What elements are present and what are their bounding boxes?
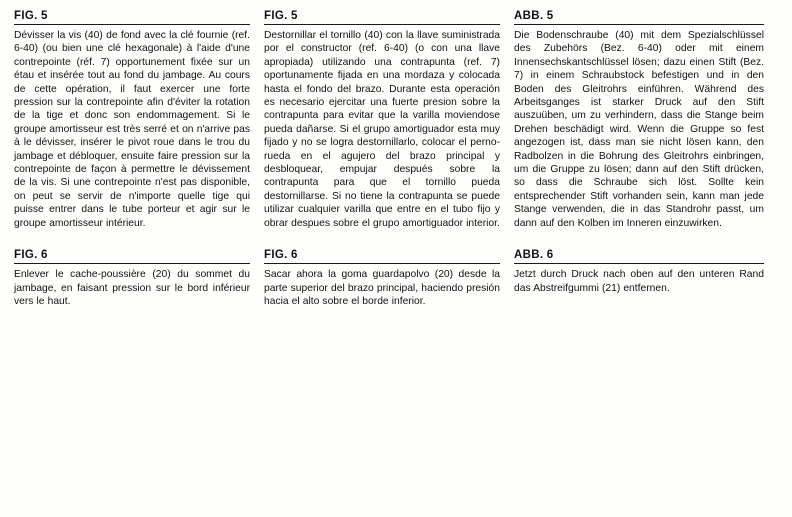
heading-divider: [264, 24, 500, 25]
figure-heading: ABB. 5: [514, 10, 554, 22]
figure-body-text: Destornillar el tornillo (40) con la llave suministrada por el constructor (ref. 6-40) (o con una llave apropiada) utilizando una contrapunta (ref. 7) oportunamente fijada en una mordaza y colocada hasta el fondo del brazo. Durante esta operación es necesario ejercitar una fuerte presion sobre la contrapunta para evitar que la varilla moviendose pueda dañarse. Si el grupo amortiguador esta muy fijado y no se logra destornillarlo, colocar el perno-rueda en el agujero del brazo principal y desbloquear, empujar después sobre la contrapunta para que el tornillo pueda destornillarse. Si no tiene la contrapunta se puede utilizar cualquier varilla que entre en el tubo fijo y obrar despues sobre el grupo amortiguador interior.: [264, 30, 500, 229]
heading-divider: [514, 24, 764, 25]
column-german: [514, 10, 764, 295]
figure-heading: ABB. 6: [514, 249, 554, 262]
heading-divider: [264, 263, 500, 264]
figure-block-abb5-de: [514, 10, 764, 230]
figure-heading: FIG. 6: [264, 249, 298, 262]
figure-heading: FIG. 5: [14, 10, 48, 22]
figure-block-fig5-fr: [14, 10, 250, 230]
figure-body-text: Sacar ahora la goma guardapolvo (20) desde la parte superior del brazo principal, haciendo presión hacia el alto sobre el borde inferior.: [264, 269, 500, 307]
column-french: [14, 10, 264, 308]
block-spacer: [264, 230, 500, 249]
heading-divider: [14, 24, 250, 25]
column-spanish: [264, 10, 514, 308]
block-spacer: [514, 230, 764, 249]
figure-body-text: Enlever le cache-poussière (20) du sommet du jambage, en faisant pression sur le bord inférieur vers le haut.: [14, 269, 250, 307]
figure-block-fig5-es: [264, 10, 500, 230]
figure-block-abb6-de: [514, 249, 764, 295]
page-bottom-margin: [14, 308, 778, 458]
figure-body-text: Die Bodenschraube (40) mit dem Spezialschlüssel des Zubehörs (Bez. 6-40) oder mit einem Innensechskantschlüssel lösen; dazu einen Stift (Bez. 7) in einem Schraubstock befestigen und in den Boden des Gleitrohrs einführen. Während des Arbeitsganges ist starker Druck auf den Stift auszuüben, um zu verhindern, dass die Stange beim Drehen beschädigt wird. Wenn die Gruppe so fest angezogen ist, dass man sie nicht lösen kann, den Radbolzen in die Bohrung des Gleitrohrs einbringen, um die Gruppe zu lösen; dann auf den Stift drücken, so dass die Schraube sich löst. Sollte kein entsprechender Stift vorhanden sein, kann man jede Stange verwenden, die in das Standrohr passt, um dann auf den Kolben im Inneren einzuwirken.: [514, 30, 764, 229]
figure-block-fig6-es: [264, 249, 500, 308]
figure-block-fig6-fr: [14, 249, 250, 308]
block-spacer: [14, 230, 250, 249]
figure-heading: FIG. 6: [14, 249, 48, 262]
heading-divider: [514, 263, 764, 264]
figure-body-text: Dévisser la vis (40) de fond avec la clé fournie (ref. 6-40) (ou bien une clé hexagonale) à l'aide d'une contrepointe (réf. 7) opportunement fixée sur un étau et insérée tout au fond du jambage. Au cours de cette opération, il faut exercer une forte pression sur la contrepointe afin d'éviter la rotation de la tige et donc son endommagement. Si le groupe amortisseur est très serré et on n'arrive pas à le dévisser, insérer le pivot roue dans le trou du jambage et débloquer, ensuite faire pression sur la contrepointe de façon à permettre le dévissement de la vis. Si une contrepointe n'est pas disponible, on peut se servir de n'importe quelle tige qui puisse entrer dans le tube porteur et agir sur le groupe amortisseur intérieur.: [14, 30, 250, 229]
figure-heading: FIG. 5: [264, 10, 298, 22]
column-container: [14, 10, 778, 308]
heading-divider: [14, 263, 250, 264]
figure-body-text: Jetzt durch Druck nach oben auf den unteren Rand das Abstreifgummi (21) entfernen.: [514, 269, 764, 294]
